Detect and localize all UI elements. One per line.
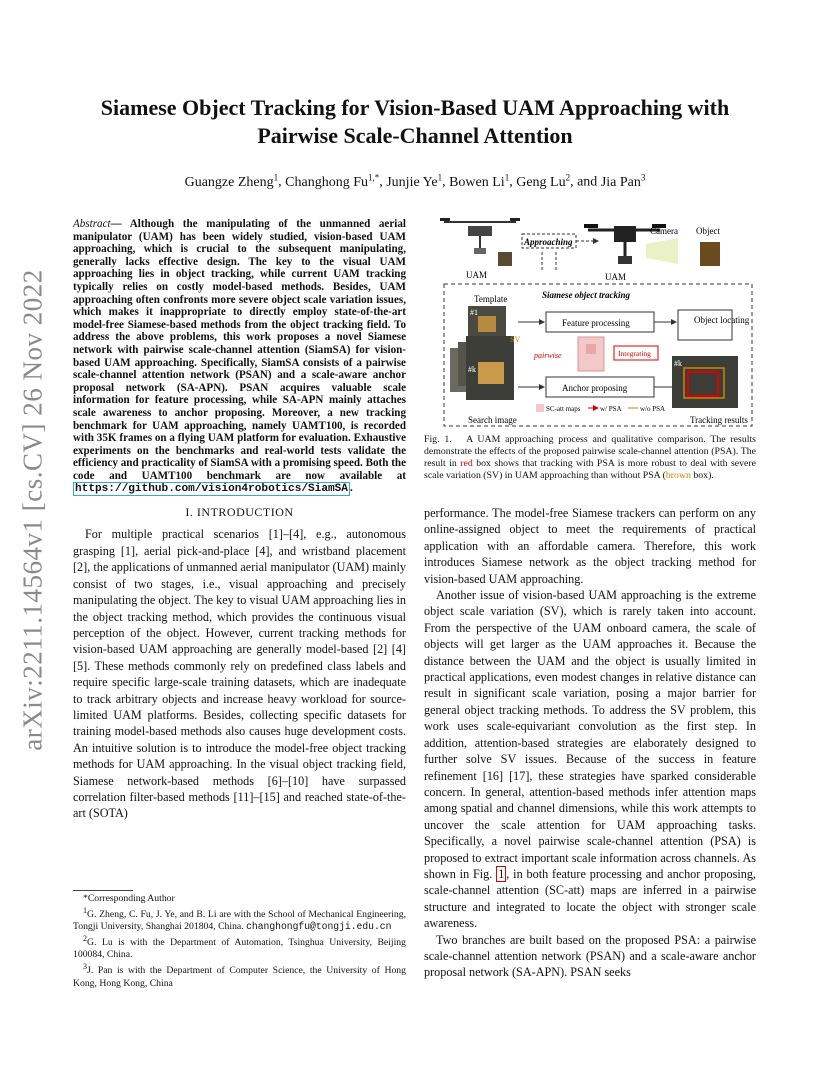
footnote-2: $^2$G. Lu is with the Department of Automation, Tsinghua University, Beijing 100084, China. bbox=[73, 934, 406, 961]
svg-text:Object locating: Object locating bbox=[694, 315, 750, 325]
title-line-1: Siamese Object Tracking for Vision-Based UAM Approaching with bbox=[100, 95, 730, 120]
approaching-label: Approaching bbox=[524, 237, 573, 247]
search-image-label: Search image bbox=[468, 415, 517, 425]
svg-text:#k: #k bbox=[468, 365, 476, 374]
footnote-1: $^1$G. Zheng, C. Fu, J. Ye, and B. Li are with the School of Mechanical Engineering, Tongji University, Shanghai 201804, China. changhongfu@tongji.edu.cn bbox=[73, 906, 406, 933]
author-list: Guangze Zheng$^1$, Changhong $Fu^{1,*}$, Junjie Ye$^1$, Bowen Li$^1$, Geng Lu$^2$, and Jia Pan$^3$ bbox=[184, 172, 646, 190]
footnote-corresponding: *Corresponding Author bbox=[83, 893, 175, 904]
footnote-3: $^3$J. Pan is with the Department of Computer Science, the University of Hong Kong, Hong Kong, China bbox=[73, 962, 406, 989]
intro-paragraph: For multiple practical scenarios [1]–[4], e.g., autonomous grasping [1], aerial pick-and-place [4], and wristband placement [2], the applications of unmanned aerial manipulator (UAM) mainly consist of two stages, i.e., visual approaching and precisely manipulating the object. The key to visual UAM approaching lies in the object tracking method, which provides the continuous visual perception of the object. However, current tracking methods for vision-based UAM approaching are generally model-based [2] [4] [5]. These methods commonly rely on predefined class labels and require specific large-scale training datasets, which are inadequate to track arbitrary objects and increase heavy workload for source-limited UAM platforms. Besides, collecting specific datasets for training model-based methods also causes huge development costs. An intuitive solution is to introduce the model-free object tracking methods for UAM approaching. In the visual object tracking field, Siamese network-based methods [6]–[10] have surpassed correlation filter-based methods [11]–[15] and reached state-of-the-art (SOTA) bbox=[73, 527, 406, 821]
author-name: Jia Pan$^3$ bbox=[600, 172, 646, 190]
svg-text:Feature processing: Feature processing bbox=[562, 318, 630, 328]
arxiv-stamp: arXiv:2211.14564v1 [cs.CV] 26 Nov 2022 bbox=[17, 269, 47, 751]
abstract-text: — Although the manipulating of the unmanned aerial manipulator (UAM) has been widely studied, vision-based UAM approaching, which is crucial to the subsequent manipulating, generally lacks effective design. The key to the visual UAM approaching lies in object tracking, while current UAM tracking typically relies on costly model-based methods. Besides, UAM approaching often confronts more severe object scale variation issues, which makes it inappropriate to directly employ state-of-the-art model-free Siamese-based methods from the object tracking field. To address the above problems, this work proposes a novel Siamese network with pairwise scale-channel attention (SiamSA) for vision-based UAM approaching. Specifically, SiamSA consists of a pairwise scale-channel attention network (PSAN) and a scale-aware anchor proposal network (SA-APN). PSAN acquires valuable scale information for feature processing, while SA-APN mainly attaches scale awareness to anchor proposing. Moreover, a new tracking benchmark for UAM approaching, namely UAMT100, is recorded with 35K frames on a flying UAM platform for evaluation. Exhaustive experiments on the benchmarks and real-world tests validate the efficiency and practicality of SiamSA with a promising speed. Both the code and UAMT100 benchmark are now available at bbox=[73, 218, 406, 482]
uam-left-label: UAM bbox=[466, 270, 488, 280]
author-name: Changhong $Fu^{1,*}$ bbox=[285, 172, 380, 190]
legend-wopsa-label: w/o PSA bbox=[640, 405, 666, 413]
legend-sc-swatch bbox=[536, 404, 544, 412]
paper-title bbox=[70, 94, 760, 150]
right-column bbox=[424, 505, 756, 981]
template-label: Template bbox=[474, 294, 508, 304]
legend-wpsa-label: w/ PSA bbox=[600, 405, 622, 413]
svg-text:SV: SV bbox=[510, 335, 521, 344]
right-paragraph-3: Two branches are built based on the proposed PSA: a pairwise scale-channel attention network (PSAN) and a scale-aware anchor proposal network (SA-APN). PSAN seeks bbox=[424, 932, 756, 980]
integrating-label: Integrating bbox=[618, 349, 651, 358]
pairwise-label: pairwise bbox=[534, 351, 562, 360]
title-line-2: Pairwise Scale-Channel Attention bbox=[257, 123, 573, 148]
left-column bbox=[73, 218, 406, 822]
right-paragraph-1: performance. The model-free Siamese trackers can perform on any online-assigned object to meet the requirements of practical application with an affordable camera. Therefore, this work introduces Siamese network as the object tracking method for vision-based UAM approaching. bbox=[424, 506, 756, 586]
object-box-icon bbox=[700, 242, 720, 266]
object-small-icon bbox=[498, 252, 512, 266]
author-name: Bowen Li$^1$ bbox=[449, 172, 510, 190]
code-link[interactable]: https://github.com/vision4robotics/SiamSA bbox=[75, 483, 348, 496]
object-label: Object bbox=[696, 226, 720, 236]
figure-1 bbox=[438, 212, 756, 430]
author-name: Junjie Ye$^1$ bbox=[386, 172, 443, 190]
author-name: Geng Lu$^2$ bbox=[516, 172, 571, 190]
svg-text:#k: #k bbox=[674, 359, 682, 368]
camera-label: Camera bbox=[650, 226, 678, 236]
figure-caption: Fig. 1. A UAM approaching process and qualitative comparison. The results demonstrate the effects of the proposed pairwise scale-channel attention (PSA). The result in red box shows that tracking with PSA is more robust to deal with severe scale variation (SV) in UAM approaching than without PSA (brown box). bbox=[424, 434, 756, 481]
section-heading: I. INTRODUCTION bbox=[185, 505, 294, 520]
caption-label: Fig. 1. bbox=[424, 434, 452, 445]
uam-left-drone-icon bbox=[440, 218, 520, 254]
abstract-label: Abstract bbox=[73, 218, 111, 230]
tracking-results-label: Tracking results bbox=[690, 415, 748, 425]
fig-ref-link[interactable]: 1 bbox=[498, 866, 505, 881]
abstract: Abstract— Although the manipulating of the unmanned aerial manipulator (UAM) has been widely studied, vision-based UAM approaching, which is crucial to the subsequent manipulating, generally lacks effective design. The key to the visual UAM approaching lies in object tracking, while current UAM tracking typically relies on costly model-based methods. Besides, UAM approaching often confronts more severe object scale variation issues, which makes it inappropriate to directly employ state-of-the-art model-free Siamese-based methods from the object tracking field. To address the above problems, this work proposes a novel Siamese network with pairwise scale-channel attention (SiamSA) for vision-based UAM approaching. Specifically, SiamSA consists of a pairwise scale-channel attention network (PSAN) and a scale-aware anchor proposal network (SA-APN). PSAN acquires valuable scale information for feature processing, while SA-APN mainly attaches scale awareness to anchor proposing. Moreover, a new tracking benchmark for UAM approaching, namely UAMT100, is recorded with 35K frames on a flying UAM platform for evaluation. Exhaustive experiments on the benchmarks and real-world tests validate the efficiency and practicality of SiamSA with a promising speed. Both the code and UAMT100 benchmark are now available at https://github.com/vision4robotics/SiamSA . bbox=[73, 218, 406, 496]
svg-text:Anchor proposing: Anchor proposing bbox=[562, 383, 628, 393]
email-link[interactable]: changhongfu@tongji.edu.cn bbox=[246, 921, 392, 933]
right-paragraph-2: Another issue of vision-based UAM approaching is the extreme object scale variation (SV), which is rarely taken into account. From the perspective of the UAM onboard camera, the scale of objects will get larger as the UAM approaches it. Because the distance between the UAM and the object is usually limited in practical applications, even modest changes in relative distance can result in significant scale variation, posing a major barrier for general object tracking methods. To address the SV problem, this work uses scale-equivariant convolution as the first step. In addition, attention-based strategies are elaborately designed to further solve SV issues. Because of the success in feature refinement [16] [17], these strategies have sparked considerable concern. In general, attention-based methods infer attention maps among spatial and channel dimensions, while this work attempts to uncover the scale attention for UAM approaching tasks. Specifically, a novel pairwise scale-channel attention (PSA) is proposed to extract important scale information across channels. As shown in Fig. 1 , in both feature processing and anchor proposing, scale-channel attention (SC-att) maps are inferred in a pairwise structure and integrated to locate the object with stronger scale awareness. bbox=[424, 588, 756, 931]
author-name: Guangze Zheng$^1$ bbox=[184, 172, 279, 190]
footnotes bbox=[73, 893, 406, 990]
svg-text:#1: #1 bbox=[470, 308, 478, 317]
siamese-label: Siamese object tracking bbox=[542, 290, 630, 300]
footnote-rule bbox=[73, 890, 133, 891]
uam-right-label: UAM bbox=[605, 272, 627, 282]
legend-sc-label: SC-att maps bbox=[546, 405, 581, 413]
